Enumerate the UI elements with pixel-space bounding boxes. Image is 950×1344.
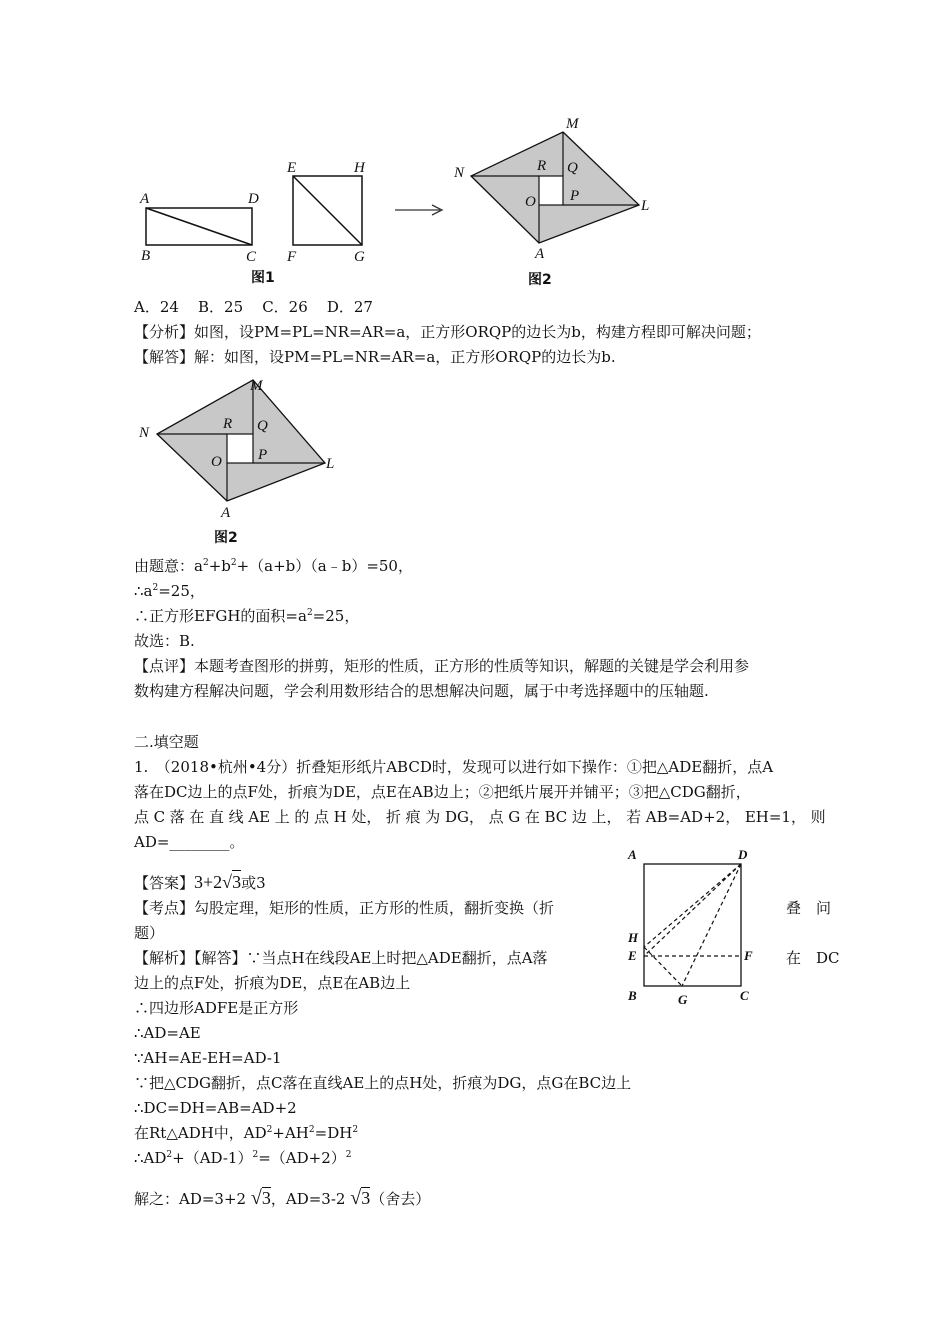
label-m: M [250, 378, 263, 394]
comment-line-2: 数构建方程解决问题，学会利用数形结合的思想解决问题，属于中考选择题中的压轴题. [134, 682, 709, 700]
label-d: D [248, 191, 259, 207]
label-r: R [223, 416, 233, 432]
sup: 2 [266, 1125, 273, 1135]
step-1-b: +b [208, 557, 231, 575]
sup: 2 [306, 608, 313, 618]
label-a2: A [221, 505, 231, 521]
dash-de [644, 864, 741, 956]
label-c: C [246, 249, 257, 265]
sup: 2 [230, 558, 237, 568]
step-3 [134, 606, 359, 626]
kaodian-tail: 叠 问 [786, 899, 832, 917]
derivation-3: ∵AH=AE-EH=AD-1 [134, 1049, 282, 1067]
label-c: C [740, 988, 749, 1003]
jiexi-text: ∵当点H在线段AE上时把△ADE翻折，点A落 [246, 949, 548, 967]
jiexi-cont: 边上的点F处，折痕为DE，点E在AB边上 [134, 974, 411, 992]
comment-tag: 【点评】 [134, 657, 195, 675]
q3-part: AB=AD+2， [645, 808, 741, 826]
figure-2-caption: 图2 [528, 272, 552, 288]
derivation-final [134, 1186, 430, 1211]
step-3-a: ∴正方形EFGH的面积=a [134, 607, 307, 625]
q3-part: 线 [228, 808, 244, 826]
rectangle-abcd [644, 864, 741, 986]
final-b: ，AD=3-2 [270, 1190, 346, 1208]
q3-part: 若 [626, 808, 642, 826]
q3-part: C [153, 808, 166, 826]
label-m: M [566, 116, 579, 132]
analysis-tag: 【分析】 [134, 323, 195, 341]
derivation-2: ∴AD=AE [134, 1024, 201, 1042]
jiexi-tag: 【解析】【解答】 [134, 949, 247, 967]
answer-line [134, 870, 266, 895]
label-p: P [258, 447, 268, 463]
step-4: 故选：B. [134, 632, 195, 650]
dash-hg [644, 947, 682, 986]
answer-suffix: 或3 [241, 874, 266, 892]
q3-part: 的 [294, 808, 310, 826]
option-c: C．26 [262, 298, 308, 316]
label-d: D [738, 847, 748, 862]
label-f: F [287, 249, 297, 265]
d7-a: ∴AD [134, 1149, 167, 1167]
q3-part: 直 [209, 808, 225, 826]
q3-part: 点 [134, 808, 150, 826]
q3-part: 为 [425, 808, 441, 826]
sup: 2 [352, 1125, 359, 1135]
label-b: B [628, 988, 637, 1003]
label-q: Q [257, 418, 268, 434]
option-a: A．24 [134, 298, 179, 316]
label-l: L [326, 456, 335, 472]
final-c: （舍去） [370, 1190, 431, 1208]
label-h: H [354, 160, 365, 176]
label-o: O [211, 454, 222, 470]
answer-formula [194, 870, 241, 892]
derivation-1: ∴四边形ADFE是正方形 [134, 999, 299, 1017]
sqrt-symbol: √ [222, 872, 233, 892]
sqrt-symbol: √ [350, 1187, 362, 1209]
q3-part: 则 [810, 808, 826, 826]
label-h: H [628, 930, 639, 945]
sup: 2 [202, 558, 209, 568]
center-square [539, 176, 563, 205]
step-1-c: +（a+b）（a﹣b）=50， [236, 557, 413, 575]
q3-part: EH=1， [744, 808, 806, 826]
label-a: A [628, 847, 637, 862]
d6-b: +AH [272, 1124, 309, 1142]
derivation-5: ∴DC=DH=AB=AD+2 [134, 1099, 297, 1117]
q3-part: H [333, 808, 347, 826]
label-g: G [354, 249, 365, 265]
label-f: F [744, 948, 753, 963]
option-d: D．27 [326, 298, 373, 316]
label-l: L [641, 198, 650, 214]
question-line-2: 落在DC边上的点F处，折痕为DE，点E在AB边上；②把纸片展开并铺平；③把△CDG翻折， [134, 783, 751, 801]
kaodian-line [134, 898, 554, 918]
sup: 2 [308, 1125, 315, 1135]
dash-dh [644, 864, 741, 947]
answer-radicand: 3 [232, 872, 242, 892]
final-radicand-2: 3 [361, 1188, 371, 1208]
sqrt-symbol: √ [250, 1187, 262, 1209]
q3-part: 折 [386, 808, 402, 826]
derivation-6 [134, 1123, 358, 1143]
q3-part: 在 [189, 808, 205, 826]
section-title: 二.填空题 [134, 733, 199, 751]
kaodian-text: 勾股定理，矩形的性质，正方形的性质，翻折变换（折 [194, 899, 555, 917]
q3-part: 上， [591, 808, 622, 826]
sup: 2 [252, 1150, 259, 1160]
q3-part: 在 [524, 808, 540, 826]
step-2-b: =25， [158, 582, 205, 600]
option-b: B．25 [198, 298, 244, 316]
derivation-7 [134, 1148, 351, 1168]
question-line-4: AD=________。 [134, 833, 245, 851]
label-n: N [454, 165, 465, 181]
center-square [227, 434, 253, 463]
sup: 2 [166, 1150, 173, 1160]
derivation-4: ∵把△CDG翻折，点C落在直线AE上的点H处，折痕为DG，点G在BC边上 [134, 1074, 632, 1092]
q3-part: DG， [444, 808, 484, 826]
label-n: N [139, 425, 150, 441]
answer-tag: 【答案】 [134, 874, 195, 892]
q3-part: 边 [571, 808, 587, 826]
answer-options [134, 297, 373, 317]
figure-1-and-2 [0, 110, 950, 295]
figure-2-repeat [0, 370, 400, 550]
label-e: E [628, 948, 637, 963]
solution-tag: 【解答】 [134, 348, 195, 366]
q3-part: AE [248, 808, 271, 826]
kaodian-cont: 题） [134, 924, 165, 942]
q3-part: G [508, 808, 521, 826]
step-1-a: 由题意：a [134, 557, 203, 575]
question-line-3 [134, 807, 826, 827]
answer-formula-pre: 3+2 [194, 872, 223, 892]
label-r: R [537, 158, 547, 174]
d6-a: 在Rt△ADH中，AD [134, 1124, 267, 1142]
q3-part: 点 [488, 808, 504, 826]
jiexi-line [134, 948, 548, 968]
label-a: A [140, 191, 150, 207]
solution-text: 解：如图，设PM=PL=NR=AR=a，正方形ORQP的边长为b. [194, 348, 616, 366]
label-o: O [525, 194, 536, 210]
d7-b: +（AD-1） [172, 1149, 253, 1167]
comment-line-1 [134, 656, 749, 676]
q3-part: 痕 [405, 808, 421, 826]
label-q: Q [567, 160, 578, 176]
dash-dg [682, 864, 741, 986]
label-g: G [678, 992, 688, 1007]
d7-c: =（AD+2） [258, 1149, 346, 1167]
figure-1-caption: 图1 [251, 270, 275, 286]
q3-part: BC [544, 808, 568, 826]
step-3-b: =25， [312, 607, 360, 625]
jiexi-tail: 在 DC [786, 949, 840, 967]
q3-part: 上 [274, 808, 290, 826]
sup: 2 [152, 583, 159, 593]
d6-c: =DH [314, 1124, 353, 1142]
label-p: P [570, 188, 580, 204]
sup: 2 [345, 1150, 352, 1160]
comment-text-1: 本题考查图形的拼剪，矩形的性质，正方形的性质等知识，解题的关键是学会利用参 [194, 657, 750, 675]
q3-part: 落 [169, 808, 185, 826]
final-radicand-1: 3 [261, 1188, 271, 1208]
figure-2-caption: 图2 [214, 530, 238, 546]
rectangle-diagonal [146, 208, 252, 245]
analysis-line [134, 322, 761, 342]
question-line-1: 1. （2018•杭州•4分）折叠矩形纸片ABCD时，发现可以进行如下操作：①把△ADE翻折，点A [134, 758, 774, 776]
analysis-text: 如图，设PM=PL=NR=AR=a，正方形ORQP的边长为b，构建方程即可解决问题； [194, 323, 761, 341]
q3-part: 点 [314, 808, 330, 826]
solution-line [134, 347, 616, 367]
label-b: B [141, 248, 151, 264]
square-diagonal [293, 176, 362, 245]
step-1 [134, 556, 413, 576]
step-2-a: ∴a [134, 582, 153, 600]
figure-3 [620, 842, 770, 1012]
kaodian-tag: 【考点】 [134, 899, 195, 917]
q3-part: 处， [351, 808, 382, 826]
final-a: 解之：AD=3+2 [134, 1190, 247, 1208]
label-e: E [287, 160, 297, 176]
label-a2: A [535, 246, 545, 262]
step-2 [134, 581, 205, 601]
